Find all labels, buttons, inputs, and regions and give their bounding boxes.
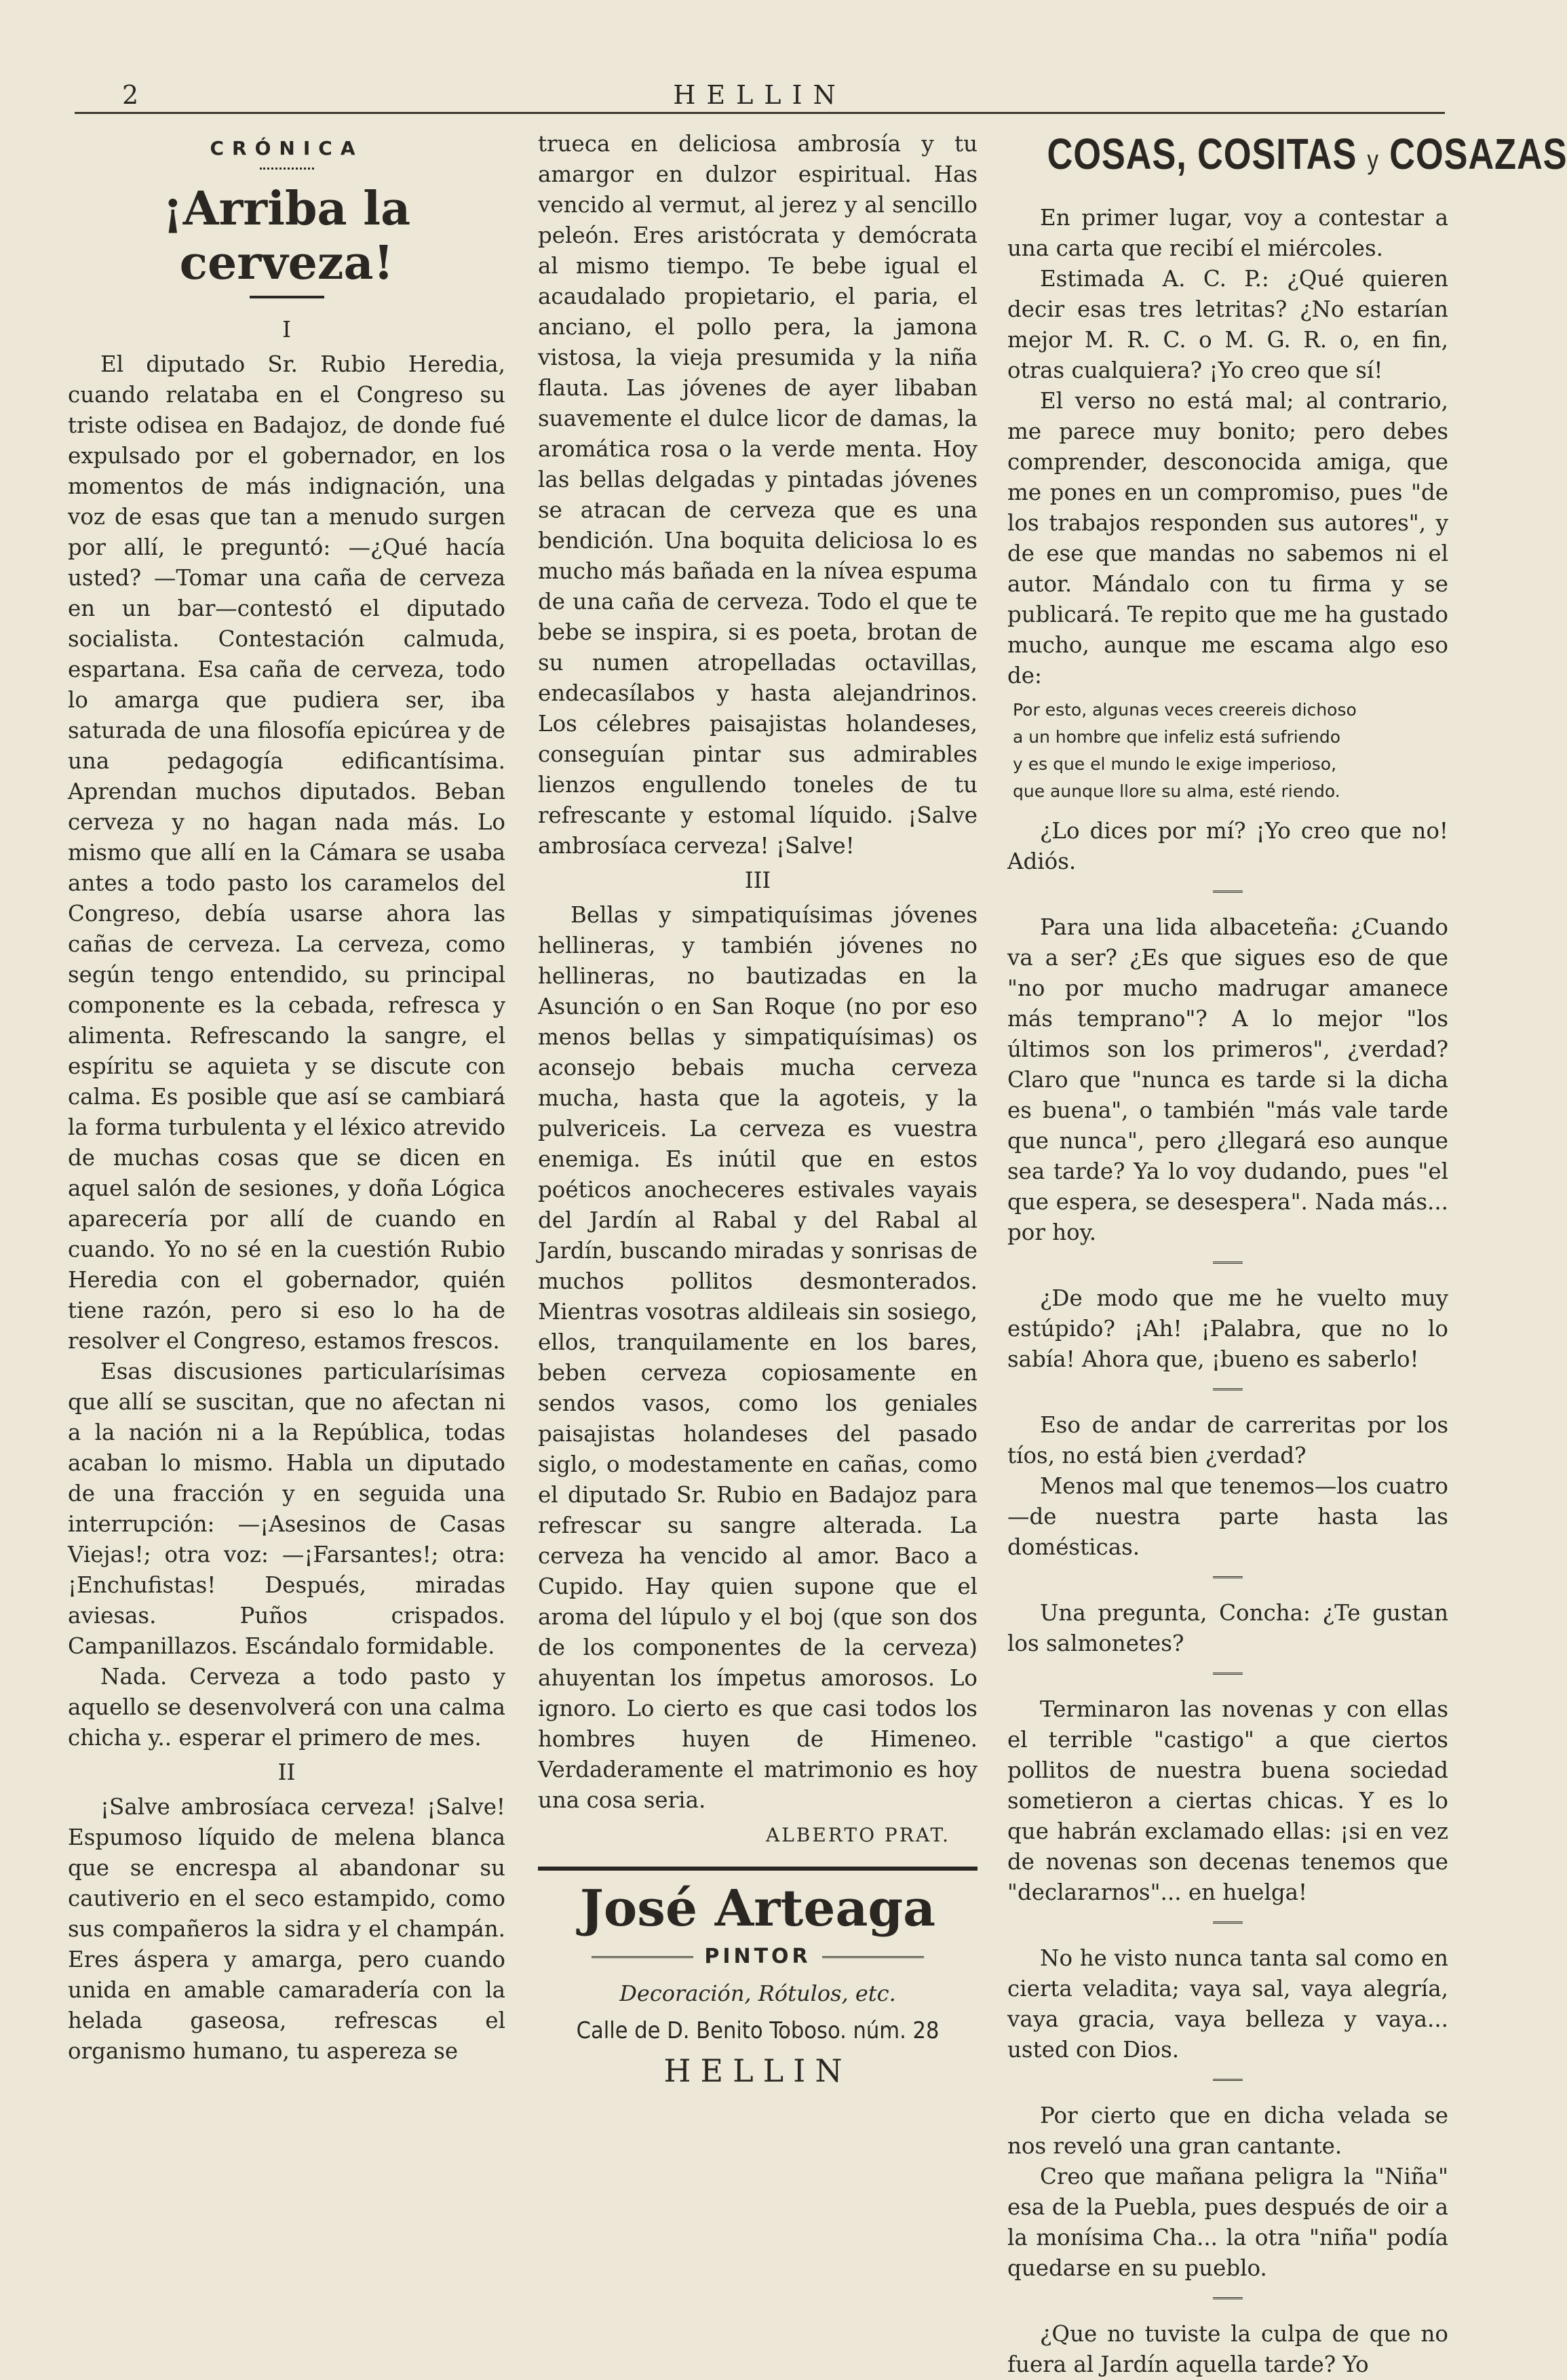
separator bbox=[1213, 891, 1243, 895]
separator bbox=[1213, 2297, 1243, 2301]
separator bbox=[1213, 1262, 1243, 1266]
section-number-i: I bbox=[282, 317, 291, 343]
paragraph: Nada. Cerveza a todo pasto y aquello se desenvolverá con una calma chicha y.. esperar el primero de mes. bbox=[68, 1664, 505, 1751]
ad-city: HELLIN bbox=[663, 2052, 852, 2089]
paragraph: Para una lida albaceteña: ¿Cuando va a ser? ¿Es que sigues eso de que "no por mucho madrugar amanece más temprano"? A lo mejor "los últimos son los primeros", ¿verdad? Claro que "nunca es tarde si la dicha es buena", o también "más vale tarde que nunca", pero ¿llegará eso aunque sea tarde? Ya lo voy dudando, pues "el que espera, se desespera". Nada más... por hoy. bbox=[1007, 914, 1448, 1245]
section-number-ii: II bbox=[277, 1759, 296, 1785]
paragraph: Menos mal que tenemos—los cuatro—de nuestra parte hasta las domésticas. bbox=[1007, 1473, 1448, 1560]
paragraph: En primer lugar, voy a contestar a una carta que recibí el miércoles. bbox=[1007, 205, 1448, 261]
separator bbox=[1213, 1921, 1243, 1926]
article-headline: ¡Arriba la cerveza! bbox=[162, 182, 411, 290]
paragraph: trueca en deliciosa ambrosía y tu amargor en dulzor espiritual. Has vencido al vermut, al jerez y al sencillo peleón. Eres aristócrata y demócrata al mismo tiempo. Te bebe igual el acaudalado propietario, el paria, el anciano, el pollo pera, la jamona vistosa, la vieja presumida y la niña flauta. Las jóvenes de ayer libaban suavemente el dulce licor de damas, la aromática rosa o la verde menta. Hoy las bellas delgadas y pintadas jóvenes se atracan de cerveza que es una bendición. Una boquita deliciosa lo es mucho más bañada en la nívea espuma de una caña de cerveza. Todo el que te bebe se inspira, si es poeta, brotan de su numen atropelladas octavillas, endecasílabos y hasta alejandrinos. Los célebres paisajistas holandeses, conseguían pintar sus admirables lienzos engullendo toneles de tu refrescante y estomal líquido. ¡Salve ambrosíaca cerveza! ¡Salve! bbox=[538, 131, 978, 859]
headline-rule bbox=[250, 296, 324, 298]
section-title: COSAS, COSITAS y COSAZAS bbox=[1047, 130, 1567, 178]
separator bbox=[1213, 1673, 1243, 1677]
paragraph: ¿De modo que me he vuelto muy estúpido? ¡Ah! ¡Palabra, que no lo sabía! Ahora que, ¡bueno es saberlo! bbox=[1007, 1285, 1448, 1372]
separator bbox=[1213, 2079, 1243, 2083]
paragraph: Bellas y simpatiquísimas jóvenes hellineras, y también jóvenes no hellineras, no bautizadas en la Asunción o en San Roque (no por eso menos bellas y simpatiquísimas) os aconsejo bebais mucha cerveza mucha, hasta que la agoteis, y la pulvericeis. La cerveza es vuestra enemiga. Es inútil que en estos poéticos anocheceres estivales vayais del Jardín al Rabal y del Rabal al Jardín, buscando miradas y sonrisas de muchos pollitos desmonterados. Mientras vosotras aldileais sin sosiego, ellos, tranquilamente en los bares, beben cerveza copiosamente en sendos vasos, como los geniales paisajistas holandeses del pasado siglo, o modestamente en cañas, como el diputado Sr. Rubio en Badajoz para refrescar su sangre alterada. La cerveza ha vencido al amor. Baco a Cupido. Hay quien supone que el aroma del lúpulo y el boj (que son dos de los componentes de la cerveza) ahuyentan los ímpetus amorosos. Lo ignoro. Lo cierto es que casi todos los hombres huyen de Himeneo. Verdaderamente el matrimonio es hoy una cosa seria. bbox=[538, 902, 978, 1813]
paragraph: El diputado Sr. Rubio Heredia, cuando relataba en el Congreso su triste odisea en Badajoz, de donde fué expulsado por el gobernador, en los momentos de más indignación, una voz de esas que tan a menudo surgen por allí, le preguntó: —¿Qué hacía usted? —Tomar una caña de cerveza en un bar—contestó el diputado socialista. Contestación calmuda, espartana. Esa caña de cerveza, todo lo amarga que pudiera ser, iba saturada de una filosofía epicúrea y de una pedagogía edificantísima. Aprendan muchos diputados. Beban cerveza y no hagan nada más. Lo mismo que allí en la Cámara se usaba antes a todo pasto los caramelos del Congreso, debía usarse ahora las cañas de cerveza. La cerveza, como según tengo entendido, su principal componente es la cebada, refresca y alimenta. Refrescando la sangre, el espíritu se aquieta y se discute con calma. Es posible que así se cambiará la forma turbulenta y el léxico atrevido de muchas cosas que se dicen en aquel salón de sesiones, y doña Lógica aparecería por allí de cuando en cuando. Yo no sé en la cuestión Rubio Heredia con el gobernador, quién tiene razón, pero si eso lo ha de resolver el Congreso, estamos frescos. bbox=[68, 351, 505, 1354]
author-signature: ALBERTO PRAT. bbox=[765, 1824, 950, 1846]
ad-trade: PINTOR bbox=[538, 1941, 978, 1972]
column-cosas bbox=[1007, 129, 1567, 2380]
quoted-verse: Por esto, algunas veces creereis dichoso a un hombre que infeliz está sufriendo y es que el mundo le exige imperioso, que aunque llore su alma, esté riendo. bbox=[1013, 700, 1357, 801]
separator bbox=[1213, 1576, 1243, 1580]
separator bbox=[1213, 1388, 1243, 1392]
column-cronica bbox=[68, 129, 505, 2067]
column-continuation bbox=[538, 129, 978, 2089]
kicker-dots bbox=[260, 168, 314, 170]
section-number-iii: III bbox=[744, 867, 771, 893]
ad-services: Decoración, Rótulos, etc. bbox=[619, 1981, 896, 2006]
paragraph: Creo que mañana peligra la "Niña" esa de la Puebla, pues después de oir a la monísima Cha... la otra "niña" podía quedarse en su pueblo. bbox=[1007, 2164, 1448, 2281]
section-kicker: CRÓNICA bbox=[210, 137, 364, 159]
paragraph: ¿Que no tuviste la culpa de que no fuera al Jardín aquella tarde? Yo bbox=[1007, 2321, 1448, 2377]
advertisement bbox=[538, 1867, 978, 2089]
running-title: HELLIN bbox=[673, 80, 847, 110]
page-header bbox=[75, 80, 1445, 110]
page-number: 2 bbox=[122, 80, 139, 110]
paragraph: No he visto nunca tanta sal como en cierta veladita; vaya sal, vaya alegría, vaya gracia, vaya belleza y vaya... usted con Dios. bbox=[1007, 1945, 1448, 2063]
paragraph: Por cierto que en dicha velada se nos reveló una gran cantante. bbox=[1007, 2103, 1448, 2159]
paragraph: ¿Lo dices por mí? ¡Yo creo que no! Adiós. bbox=[1007, 818, 1448, 874]
paragraph: Una pregunta, Concha: ¿Te gustan los salmonetes? bbox=[1007, 1600, 1448, 1656]
paragraph: Eso de andar de carreritas por los tíos, no está bien ¿verdad? bbox=[1007, 1412, 1448, 1468]
ad-business-name: José Arteaga bbox=[579, 1879, 936, 1938]
paragraph: Estimada A. C. P.: ¿Qué quieren decir esas tres letritas? ¿No estarían mejor M. R. C. o M. G. R. o, en fin, otras cualquiera? ¡Yo creo que sí! bbox=[1007, 266, 1448, 383]
paragraph: El verso no está mal; al contrario, me parece muy bonito; pero debes comprender, desconocida amiga, que me pones en un compromiso, pues "de los trabajos responden sus autores", y de ese que mandas no sabemos ni el autor. Mándalo con tu firma y se publicará. Te repito que me ha gustado mucho, aunque me escama algo eso de: bbox=[1007, 388, 1448, 688]
paragraph: ¡Salve ambrosíaca cerveza! ¡Salve! Espumoso líquido de melena blanca que se encrespa al abandonar su cautiverio en el seco estampido, como sus compañeros la sidra y el champán. Eres áspera y amarga, pero cuando unida en amable camaradería con la helada gaseosa, refrescas el organismo humano, tu aspereza se bbox=[68, 1794, 505, 2064]
paragraph: Esas discusiones particularísimas que allí se suscitan, que no afectan ni a la nación ni a la República, todas acaban lo mismo. Habla un diputado de una fracción y en seguida una interrupción: —¡Asesinos de Casas Viejas!; otra voz: —¡Farsantes!; otra: ¡Enchufistas! Después, miradas aviesas. Puños crispados. Campanillazos. Escándalo formidable. bbox=[68, 1359, 505, 1659]
ad-address: Calle de D. Benito Toboso. núm. 28 bbox=[576, 2017, 940, 2044]
header-rule bbox=[75, 112, 1445, 114]
paragraph: Terminaron las novenas y con ellas el terrible "castigo" a que ciertos pollitos de nuestra buena sociedad sometieron a ciertas chicas. Y es lo que habrán exclamado ellas: ¡si en vez de novenas son decenas tenemos que "declararnos"... en huelga! bbox=[1007, 1696, 1448, 1905]
